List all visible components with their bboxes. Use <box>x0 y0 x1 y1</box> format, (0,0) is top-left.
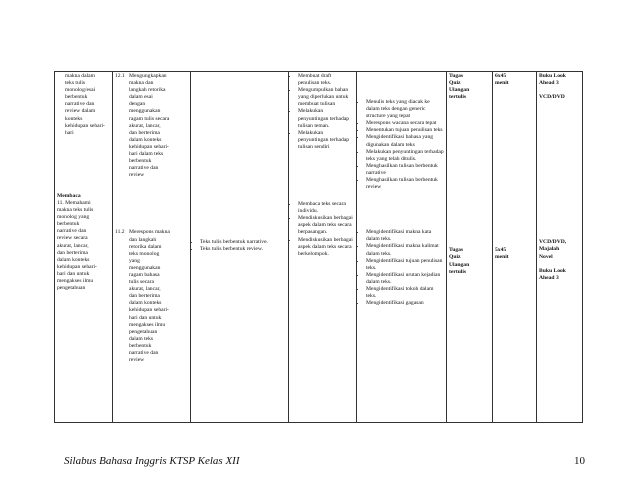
list-item: • Membaca teks secara individu. <box>298 201 354 215</box>
list-item: • Mengidentifikasi makna kata dalam teks. <box>366 229 444 243</box>
list-item: • Teks tulis berbentuk review. <box>200 246 286 253</box>
activities-list-reading <box>291 201 354 258</box>
list-item: • Mengidentifikasi bahasa yang digunakan dalam teks <box>366 134 444 148</box>
material-cell <box>191 72 289 423</box>
standard-competency-cell <box>55 72 113 423</box>
resources-cell <box>537 72 583 423</box>
list-item: • Mengidentifikasi tujuan penulisan teks. <box>366 258 444 272</box>
assessment-cell <box>447 72 493 423</box>
list-item: • Teks tulis berbentuk narrative. <box>200 239 286 246</box>
reading-heading: Membaca <box>57 192 81 199</box>
time-reading: 5x45 menit <box>495 247 509 261</box>
activities-list-writing <box>291 73 354 151</box>
list-item: • Membuat draft penulisan teks. <box>298 73 354 87</box>
assessment-writing: Tugas Quiz Ulangan tertulis <box>449 73 470 101</box>
list-item: • Melakukan penyuntingan terhadap tulisan teman. <box>298 108 354 129</box>
competency-number: 12.1 <box>115 73 125 79</box>
time-writing: 6x45 menit <box>495 73 509 87</box>
list-item: • Menulis teks yang diacak ke dalam teks dengan generic structure yang tepat <box>366 99 444 120</box>
list-item: • Menentukan tujuan penulisan teks <box>366 127 444 134</box>
list-item: • Mengidentifikasi gagasan <box>366 300 444 307</box>
activities-cell <box>289 72 357 423</box>
list-item: • Menghasilkan tulisan berbentuk narrative <box>366 163 444 177</box>
competency-text: Mengungkapkan makna dan langkah retorika dalam esai dengan menggunakan ragam tulis secara akurat, lancar, dan berterima dalam konteks kehidupan sehari- hari dalam teks berbentuk narrative dan review <box>129 73 170 179</box>
list-item: • Mengumpulkan bahan yang diperlukan untuk membuat tulisan <box>298 87 354 108</box>
assessment-reading: Tugas Quiz Ulangan tertulis <box>449 247 470 275</box>
resources-writing: Buku Look Ahead 3 VCD/DVD <box>539 73 566 101</box>
competency-12-1 <box>115 73 188 179</box>
list-item: • Melakukan penyuntingan terhadap teks yang telah ditulis. <box>366 149 444 163</box>
competency-11-2 <box>115 229 188 364</box>
list-item: • Mengidentifikasi tokoh dalam teks. <box>366 286 444 300</box>
list-item: • Mengidentifikasi urutan kejadian dalam teks. <box>366 272 444 286</box>
list-item: • Menghasilkan tulisan berbentuk review <box>366 177 444 191</box>
list-item: • Melakukan penyuntingan terhadap tulisan sendiri <box>298 130 354 151</box>
indicators-cell <box>357 72 447 423</box>
standard-competency-reading: 11. Memahami makna teks tulis monolog yang berbentuk narrative dan review secara akurat, lancar, dan berterima dalam konteks kehidupan sehari- hari dan untuk mengakses ilmu pengetahuan <box>57 199 97 292</box>
standard-competency-top: makna dalam teks tulis monolog/esai berbentuk narrative dan review dalam konteks kehidupan sehari- hari <box>65 73 105 136</box>
resources-reading: VCD/DVD, Majalah Novel Buku Look Ahead 3 <box>539 239 567 281</box>
page-number: 10 <box>574 455 585 467</box>
footer-title: Silabus Bahasa Inggris KTSP Kelas XII <box>64 455 240 467</box>
syllabus-table <box>54 71 583 423</box>
list-item: • Mengidentifikasi makna kalimat dalam teks. <box>366 243 444 257</box>
competency-text: Merespons makna dan langkah retorika dalam teks monolog yang menggunakan ragam bahasa tulis secara akurat, lancar, dan berterima dalam konteks kehidupan sehari- hari dan untuk mengakses ilmu pengetahuan dalam teks berbentuk narrative dan review <box>129 229 170 364</box>
list-item: • Mendiskusikan berbagai aspek dalam teks secara berpasangan. <box>298 215 354 236</box>
indicators-list-reading <box>359 229 444 307</box>
time-cell <box>493 72 537 423</box>
basic-competency-cell <box>113 72 191 423</box>
indicators-list-writing <box>359 99 444 191</box>
competency-number: 11.2 <box>115 229 125 236</box>
table-row <box>55 72 583 423</box>
material-list <box>193 239 286 253</box>
list-item: • Mendiskusikan berbagai aspek dalam teks secara berkelompok. <box>298 237 354 258</box>
list-item: • Merespons wacana secara tepat <box>366 120 444 127</box>
